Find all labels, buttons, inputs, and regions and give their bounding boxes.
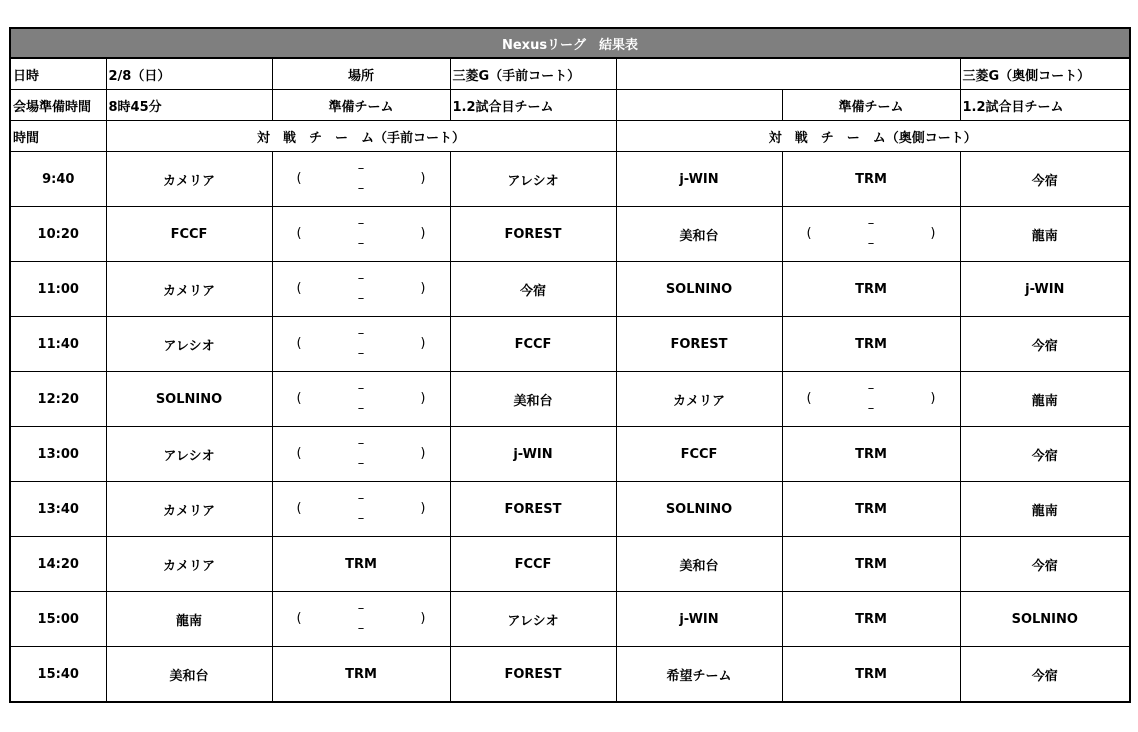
far-away-team: 龍南	[960, 482, 1130, 537]
prep-team-value-near: 1.2試合目チーム	[450, 90, 616, 121]
score-dash: –	[357, 436, 365, 451]
near-home-team: アレシオ	[106, 427, 272, 482]
match-far-header: 対 戦 チ ー ム（奥側コート）	[616, 121, 1130, 152]
near-home-team: カメリア	[106, 152, 272, 207]
open-paren: (	[806, 226, 812, 241]
score-dash: –	[357, 621, 365, 636]
far-home-team: j-WIN	[616, 592, 782, 647]
score-entry	[273, 262, 450, 316]
score-entry	[273, 482, 450, 536]
score-dash: –	[357, 346, 365, 361]
table-row	[10, 317, 1130, 372]
far-score	[782, 207, 960, 262]
table-row	[10, 427, 1130, 482]
open-paren: (	[296, 391, 302, 406]
far-home-team: 美和台	[616, 537, 782, 592]
score-dash: –	[357, 236, 365, 251]
near-score	[272, 152, 450, 207]
score-dash: –	[357, 381, 365, 396]
open-paren: (	[296, 281, 302, 296]
close-paren: )	[420, 501, 426, 516]
table-row	[10, 482, 1130, 537]
table-row	[10, 262, 1130, 317]
near-score	[272, 482, 450, 537]
score-entry	[273, 317, 450, 371]
time-cell: 13:00	[10, 427, 106, 482]
far-away-team: j-WIN	[960, 262, 1130, 317]
open-paren: (	[296, 226, 302, 241]
far-home-team: SOLNINO	[616, 262, 782, 317]
close-paren: )	[420, 171, 426, 186]
far-away-team: 龍南	[960, 372, 1130, 427]
score-dash: –	[357, 326, 365, 341]
far-home-team: FOREST	[616, 317, 782, 372]
far-away-team: SOLNINO	[960, 592, 1130, 647]
score-entry	[273, 427, 450, 481]
time-cell: 12:20	[10, 372, 106, 427]
table-row	[10, 207, 1130, 262]
blank-cell	[616, 58, 960, 90]
open-paren: (	[296, 501, 302, 516]
open-paren: (	[296, 336, 302, 351]
near-score	[272, 207, 450, 262]
close-paren: )	[420, 336, 426, 351]
close-paren: )	[420, 611, 426, 626]
far-score	[782, 372, 960, 427]
score-entry	[783, 372, 960, 426]
court-far-label: 三菱G（奥側コート）	[960, 58, 1130, 90]
near-home-team: 美和台	[106, 647, 272, 703]
table-row	[10, 647, 1130, 703]
near-score: TRM	[272, 537, 450, 592]
close-paren: )	[420, 391, 426, 406]
match-near-header: 対 戦 チ ー ム（手前コート）	[106, 121, 616, 152]
far-away-team: 今宿	[960, 317, 1130, 372]
far-home-team: 希望チーム	[616, 647, 782, 703]
court-near-label: 三菱G（手前コート）	[450, 58, 616, 90]
time-cell: 9:40	[10, 152, 106, 207]
date-value: 2/8（日）	[106, 58, 272, 90]
near-away-team: FOREST	[450, 482, 616, 537]
time-cell: 13:40	[10, 482, 106, 537]
open-paren: (	[296, 446, 302, 461]
near-away-team: 美和台	[450, 372, 616, 427]
near-score	[272, 317, 450, 372]
score-entry	[273, 592, 450, 646]
far-home-team: j-WIN	[616, 152, 782, 207]
far-home-team: 美和台	[616, 207, 782, 262]
score-dash: –	[357, 401, 365, 416]
score-dash: –	[357, 511, 365, 526]
score-dash: –	[357, 456, 365, 471]
near-score: TRM	[272, 647, 450, 703]
table-row	[10, 152, 1130, 207]
table-row	[10, 372, 1130, 427]
table-row	[10, 537, 1130, 592]
score-entry	[273, 207, 450, 261]
near-away-team: j-WIN	[450, 427, 616, 482]
time-cell: 10:20	[10, 207, 106, 262]
near-score	[272, 372, 450, 427]
far-score: TRM	[782, 647, 960, 703]
open-time-label: 会場準備時間	[10, 90, 106, 121]
open-time-value: 8時45分	[106, 90, 272, 121]
near-away-team: 今宿	[450, 262, 616, 317]
far-score: TRM	[782, 152, 960, 207]
time-cell: 15:00	[10, 592, 106, 647]
far-away-team: 今宿	[960, 537, 1130, 592]
page-title: Nexusリーグ 結果表	[10, 28, 1130, 58]
time-cell: 14:20	[10, 537, 106, 592]
near-away-team: アレシオ	[450, 592, 616, 647]
score-dash: –	[867, 236, 875, 251]
results-table	[9, 27, 1131, 703]
score-entry	[783, 207, 960, 261]
score-dash: –	[357, 601, 365, 616]
score-entry	[273, 372, 450, 426]
far-score: TRM	[782, 427, 960, 482]
close-paren: )	[420, 281, 426, 296]
far-away-team: 今宿	[960, 427, 1130, 482]
far-home-team: カメリア	[616, 372, 782, 427]
score-dash: –	[867, 381, 875, 396]
near-home-team: カメリア	[106, 262, 272, 317]
near-home-team: カメリア	[106, 537, 272, 592]
far-home-team: FCCF	[616, 427, 782, 482]
near-score	[272, 262, 450, 317]
prep-team-label-far: 準備チーム	[782, 90, 960, 121]
score-dash: –	[357, 161, 365, 176]
score-dash: –	[357, 491, 365, 506]
near-away-team: FOREST	[450, 207, 616, 262]
score-dash: –	[357, 271, 365, 286]
near-home-team: 龍南	[106, 592, 272, 647]
near-home-team: アレシオ	[106, 317, 272, 372]
close-paren: )	[930, 391, 936, 406]
near-away-team: アレシオ	[450, 152, 616, 207]
date-label: 日時	[10, 58, 106, 90]
near-home-team: FCCF	[106, 207, 272, 262]
far-score: TRM	[782, 262, 960, 317]
score-dash: –	[357, 291, 365, 306]
score-dash: –	[867, 216, 875, 231]
open-paren: (	[296, 171, 302, 186]
score-dash: –	[867, 401, 875, 416]
near-away-team: FCCF	[450, 317, 616, 372]
close-paren: )	[420, 226, 426, 241]
time-column-header: 時間	[10, 121, 106, 152]
blank-cell	[616, 90, 782, 121]
venue-label: 場所	[272, 58, 450, 90]
time-cell: 15:40	[10, 647, 106, 703]
table-row	[10, 592, 1130, 647]
near-score	[272, 592, 450, 647]
far-away-team: 龍南	[960, 207, 1130, 262]
far-score: TRM	[782, 317, 960, 372]
near-away-team: FCCF	[450, 537, 616, 592]
time-cell: 11:40	[10, 317, 106, 372]
close-paren: )	[420, 446, 426, 461]
score-dash: –	[357, 216, 365, 231]
open-paren: (	[296, 611, 302, 626]
prep-team-value-far: 1.2試合目チーム	[960, 90, 1130, 121]
far-away-team: 今宿	[960, 152, 1130, 207]
near-score	[272, 427, 450, 482]
far-score: TRM	[782, 592, 960, 647]
near-away-team: FOREST	[450, 647, 616, 703]
far-score: TRM	[782, 537, 960, 592]
score-dash: –	[357, 181, 365, 196]
open-paren: (	[806, 391, 812, 406]
far-home-team: SOLNINO	[616, 482, 782, 537]
close-paren: )	[930, 226, 936, 241]
near-home-team: SOLNINO	[106, 372, 272, 427]
time-cell: 11:00	[10, 262, 106, 317]
prep-team-label-near: 準備チーム	[272, 90, 450, 121]
score-entry	[273, 152, 450, 206]
far-score: TRM	[782, 482, 960, 537]
near-home-team: カメリア	[106, 482, 272, 537]
far-away-team: 今宿	[960, 647, 1130, 703]
